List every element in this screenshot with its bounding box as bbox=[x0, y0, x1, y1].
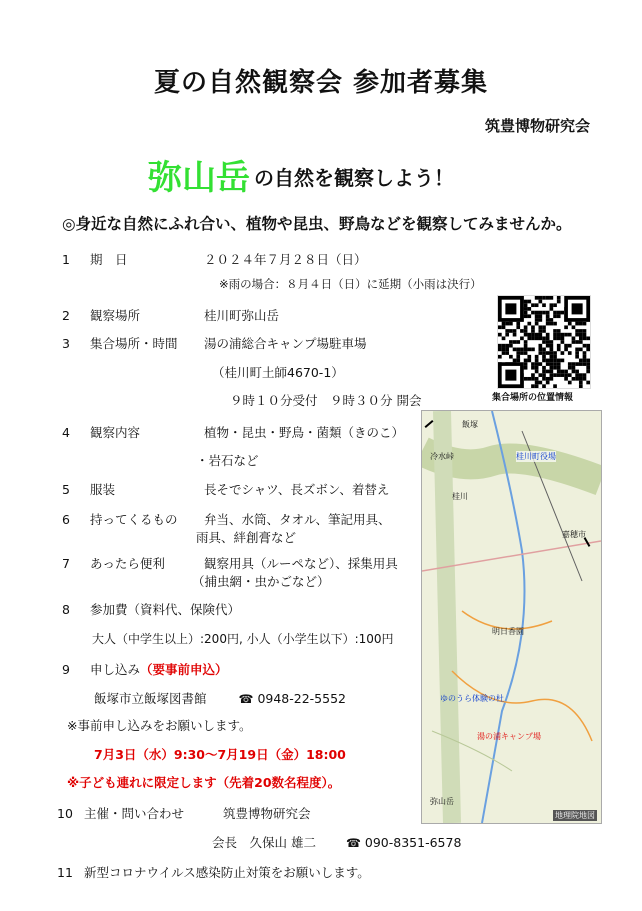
item-value: 植物・昆虫・野鳥・菌類（きのこ） bbox=[203, 425, 404, 440]
item-label: 観察内容 bbox=[89, 425, 140, 440]
item-num: 1 bbox=[62, 252, 70, 267]
item-num: 10 bbox=[57, 806, 73, 821]
item-4 bbox=[62, 423, 404, 441]
item-label: 主催・問い合わせ bbox=[83, 806, 184, 821]
item-1 bbox=[62, 250, 366, 268]
library-name: 飯塚市立飯塚図書館 bbox=[94, 691, 207, 706]
item-label: 申し込み bbox=[89, 662, 140, 677]
item-label: 服装 bbox=[89, 482, 115, 497]
item-2 bbox=[62, 306, 279, 324]
item-num: 2 bbox=[62, 308, 70, 323]
map-label: ゆのうら体験の杜 bbox=[440, 694, 504, 703]
item-value: 湯の浦総合キャンプ場駐車場 bbox=[203, 336, 367, 351]
item-8-value: 大人（中学生以上）:200円, 小人（小学生以下）:100円 bbox=[92, 632, 394, 646]
item-8 bbox=[62, 600, 240, 618]
item-3 bbox=[62, 334, 366, 352]
item-6-value2: 雨具、絆創膏など bbox=[196, 530, 297, 545]
organizer-name: 筑豊博物研究会 bbox=[484, 117, 590, 135]
map-label: 飯塚 bbox=[462, 420, 478, 429]
subtitle-highlight: 弥山岳 bbox=[148, 158, 250, 198]
item-value: 筑豊博物研究会 bbox=[222, 806, 311, 821]
item-value: 桂川町弥山岳 bbox=[203, 308, 279, 323]
item-9-note1: ※事前申し込みをお願いします。 bbox=[67, 718, 252, 733]
item-num: 11 bbox=[57, 865, 73, 880]
item-num: 8 bbox=[62, 602, 70, 617]
item-label: 期 日 bbox=[89, 252, 128, 267]
item-label: あったら便利 bbox=[89, 556, 165, 571]
map-label: 桂川町役場 bbox=[516, 452, 556, 461]
item-3-time: ９時１０分受付 ９時３０分 開会 bbox=[230, 393, 422, 408]
item-9-place bbox=[94, 689, 346, 707]
item-4-value2: ・岩石など bbox=[196, 453, 259, 468]
item-10 bbox=[57, 804, 310, 822]
item-5 bbox=[62, 480, 389, 498]
item-label: 新型コロナウイルス感染防止対策をお願いします。 bbox=[83, 865, 370, 880]
phone-icon: ☎ bbox=[238, 692, 254, 706]
map-label: 冷水峠 bbox=[430, 452, 454, 461]
subtitle bbox=[148, 150, 454, 199]
item-value: ２０２４年７月２８日（日） bbox=[203, 252, 367, 267]
lead-text: ◎身近な自然にふれ合い、植物や昆虫、野鳥などを観察してみませんか。 bbox=[62, 215, 572, 233]
qr-code[interactable] bbox=[497, 295, 591, 389]
subtitle-rest: の自然を観察しよう！ bbox=[254, 166, 454, 190]
item-1-note: ※雨の場合：８月４日（日）に延期（小雨は決行） bbox=[219, 277, 482, 291]
item-11 bbox=[57, 863, 370, 881]
map-label: 湯の浦キャンプ場 bbox=[477, 732, 541, 741]
item-value: 観察用具（ルーペなど）、採集用具 bbox=[203, 556, 398, 571]
map-label: 嘉穂市 bbox=[562, 530, 586, 539]
item-value: 弁当、水筒、タオル、筆記用具、 bbox=[203, 512, 391, 527]
item-10-contact bbox=[212, 833, 461, 851]
item-label: 集合場所・時間 bbox=[89, 336, 178, 351]
item-num: 4 bbox=[62, 425, 70, 440]
item-9 bbox=[62, 660, 228, 678]
location-map[interactable] bbox=[421, 410, 602, 824]
item-6 bbox=[62, 510, 390, 528]
qr-caption: 集合場所の位置情報 bbox=[492, 393, 574, 403]
page-title: 夏の自然観察会 参加者募集 bbox=[153, 68, 489, 98]
item-num: 5 bbox=[62, 482, 70, 497]
item-9-period: 7月3日（水）9:30～7月19日（金）18:00 bbox=[94, 747, 346, 762]
item-9-note2: ※子ども連れに限定します（先着20数名程度）。 bbox=[67, 775, 341, 790]
item-num: 9 bbox=[62, 662, 70, 677]
item-3-address: （桂川町土師4670-1） bbox=[212, 365, 344, 380]
library-phone: 0948-22-5552 bbox=[257, 691, 346, 706]
map-attribution: 地理院地図 bbox=[555, 811, 595, 820]
item-num: 7 bbox=[62, 556, 70, 571]
map-label: 弥山岳 bbox=[430, 797, 454, 806]
item-label: 観察場所 bbox=[89, 308, 140, 323]
contact-phone: 090-8351-6578 bbox=[364, 835, 462, 850]
required-note: （要事前申込） bbox=[140, 662, 228, 677]
item-value: 長そでシャツ、長ズボン、着替え bbox=[203, 482, 390, 497]
item-label: 持ってくるもの bbox=[89, 512, 178, 527]
map-label: 桂川 bbox=[452, 492, 468, 501]
contact-person: 会長 久保山 雄二 bbox=[212, 835, 316, 850]
map-label: 明日香園 bbox=[492, 627, 524, 636]
item-num: 3 bbox=[62, 336, 70, 351]
item-label: 参加費（資料代、保険代） bbox=[89, 602, 240, 617]
item-num: 6 bbox=[62, 512, 70, 527]
item-7-value2: （捕虫網・虫かごなど） bbox=[192, 574, 330, 589]
item-7 bbox=[62, 554, 398, 572]
phone-icon: ☎ bbox=[345, 836, 361, 850]
